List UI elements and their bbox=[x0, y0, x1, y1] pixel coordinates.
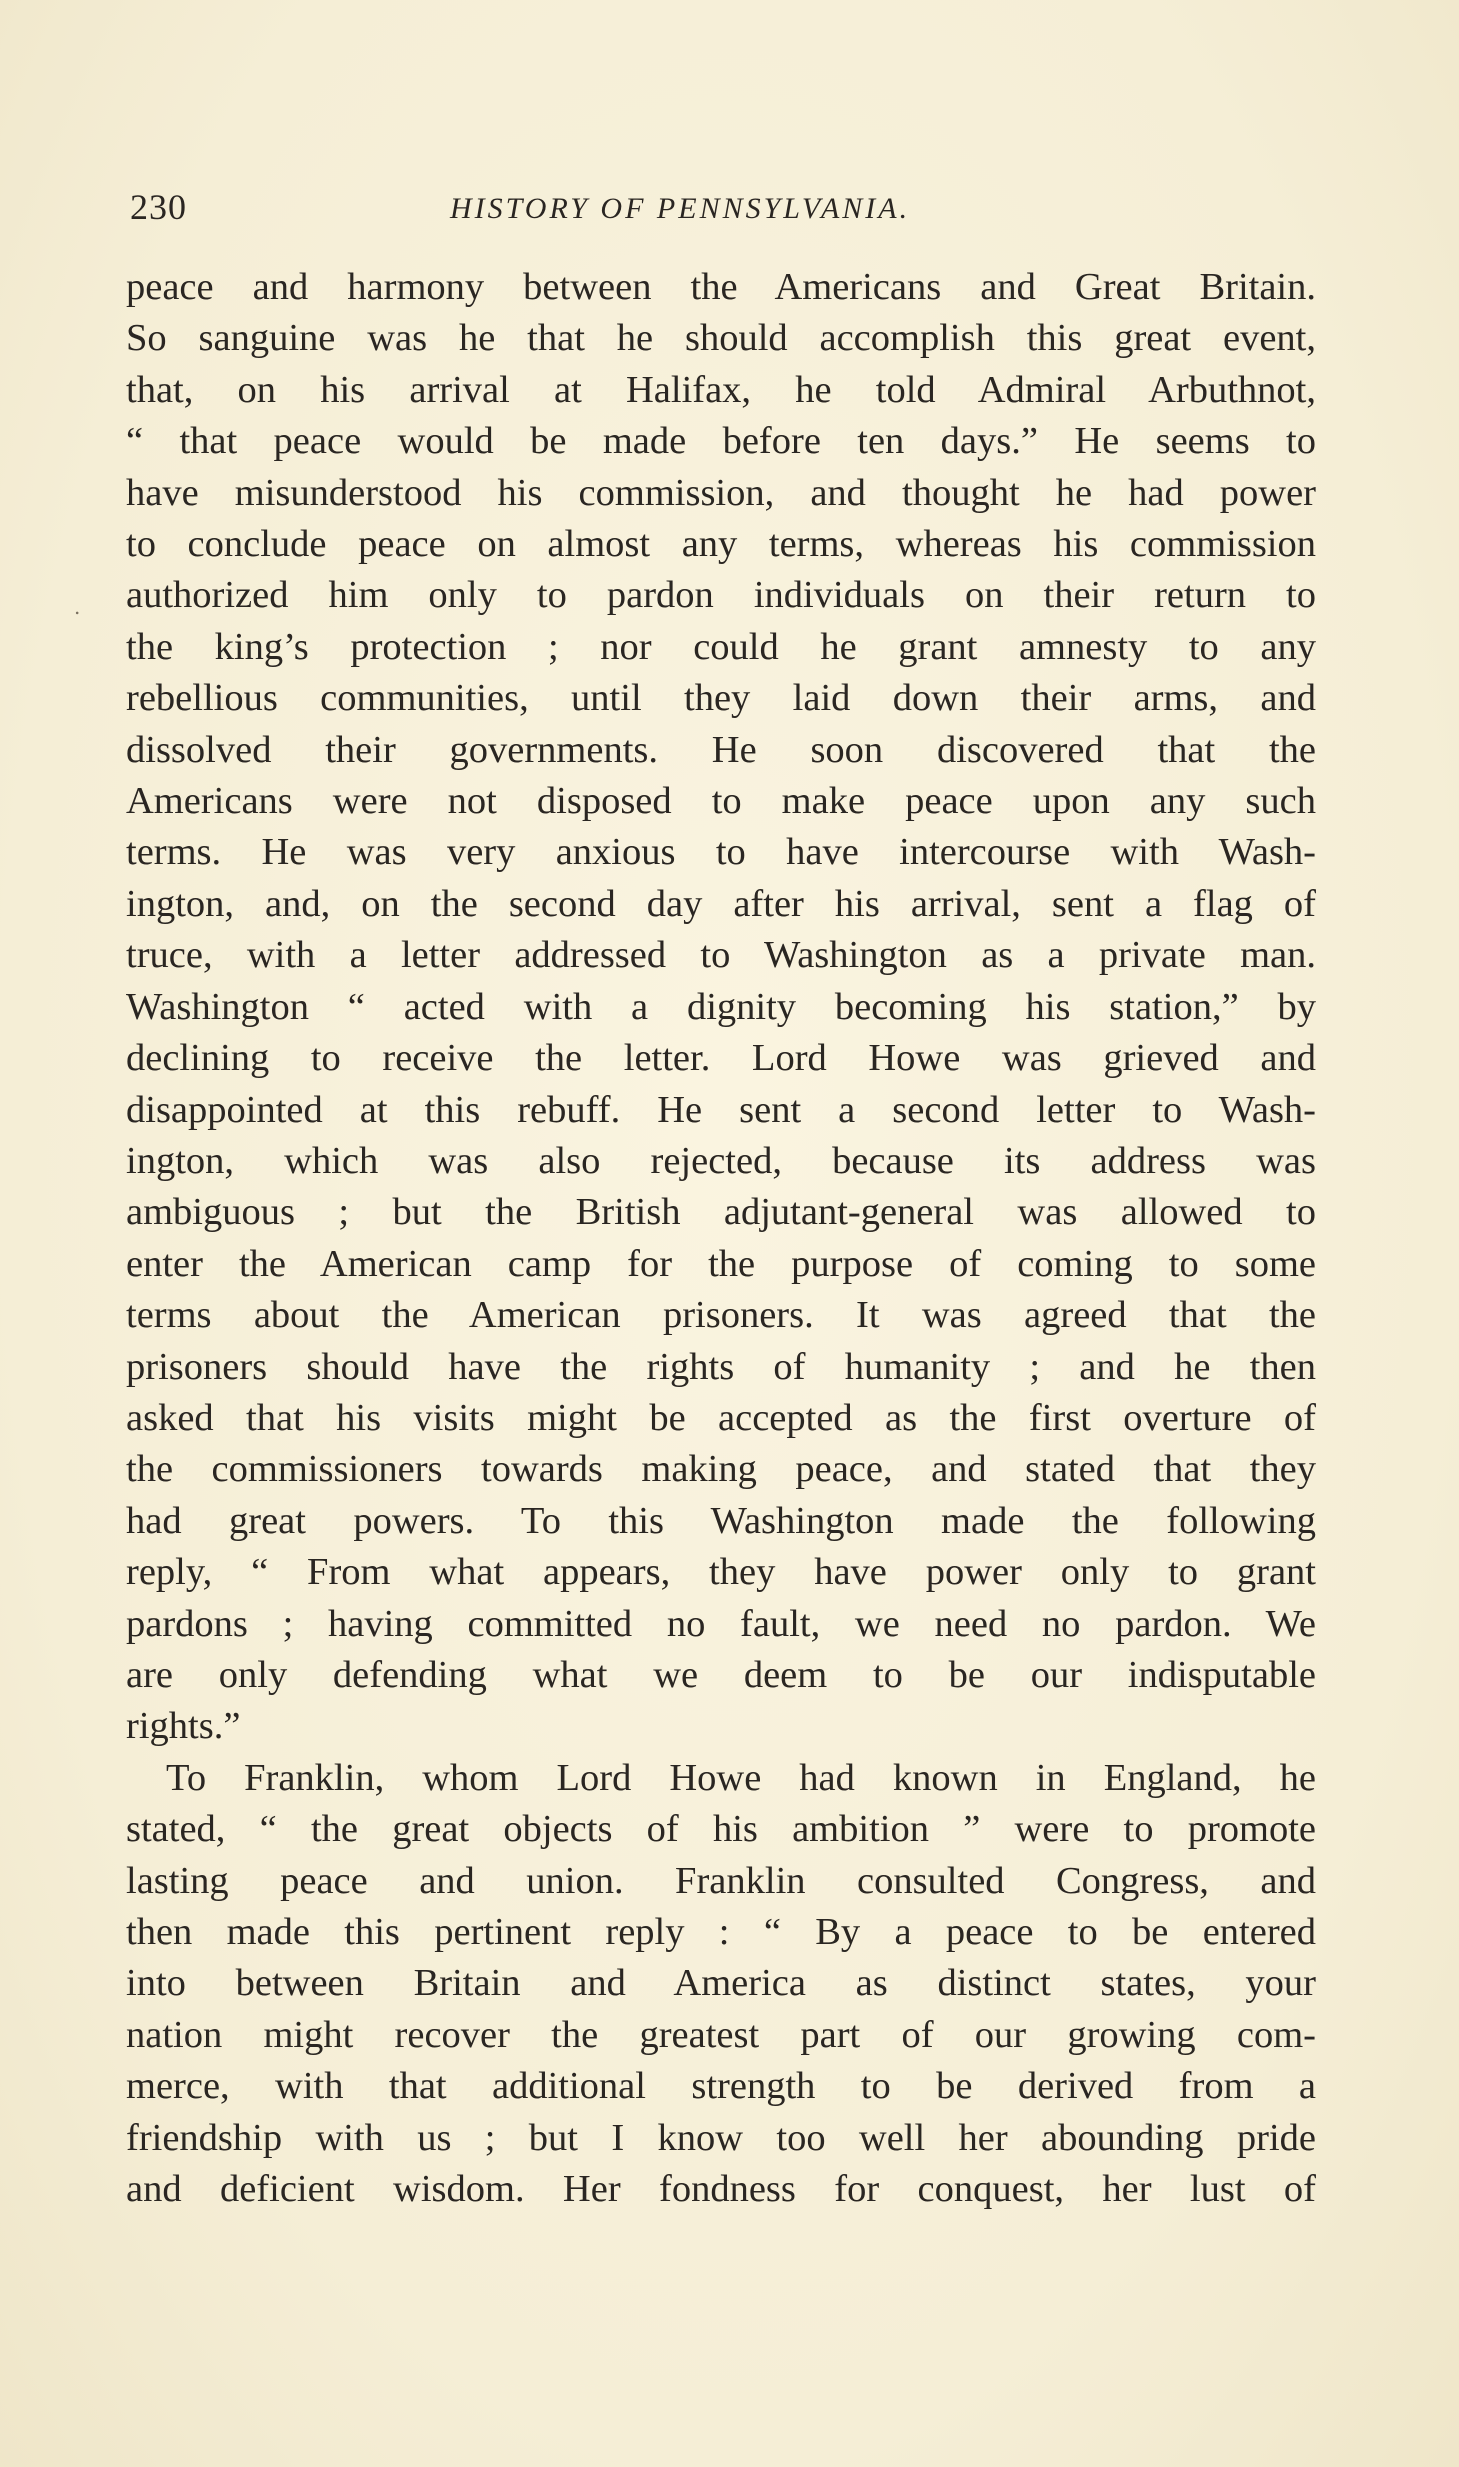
text-line: and deficient wisdom. Her fondness for conquest, her lust of bbox=[126, 2168, 1316, 2211]
text-line: the commissioners towards making peace, and stated that they bbox=[126, 1448, 1316, 1491]
text-line: asked that his visits might be accepted as the first overture of bbox=[126, 1396, 1316, 1439]
text-line: authorized him only to pardon individuals on their return to bbox=[126, 574, 1316, 617]
paragraph-1 bbox=[126, 262, 1316, 1753]
body-text bbox=[126, 262, 1316, 2215]
text-line: stated, “ the great objects of his ambition ” were to promote bbox=[126, 1808, 1316, 1851]
text-line: into between Britain and America as distinct states, your bbox=[126, 1962, 1316, 2005]
text-line: reply, “ From what appears, they have power only to grant bbox=[126, 1551, 1316, 1594]
paragraph-2 bbox=[126, 1753, 1316, 2216]
text-line: declining to receive the letter. Lord Howe was grieved and bbox=[126, 1037, 1316, 1080]
text-line: rights.” bbox=[126, 1705, 241, 1748]
text-line: the king’s protection ; nor could he grant amnesty to any bbox=[126, 625, 1316, 668]
text-line: have misunderstood his commission, and thought he had power bbox=[126, 471, 1316, 514]
text-line: merce, with that additional strength to be derived from a bbox=[126, 2065, 1316, 2108]
text-line: To Franklin, whom Lord Howe had known in England, he bbox=[166, 1756, 1316, 1799]
text-line: lasting peace and union. Franklin consulted Congress, and bbox=[126, 1859, 1316, 1902]
text-line: So sanguine was he that he should accomplish this great event, bbox=[126, 317, 1316, 360]
text-line: are only defending what we deem to be our indisputable bbox=[126, 1653, 1316, 1696]
text-line: to conclude peace on almost any terms, whereas his commission bbox=[126, 523, 1316, 566]
text-line: ington, and, on the second day after his arrival, sent a flag of bbox=[126, 882, 1316, 925]
text-line: “ that peace would be made before ten days.” He seems to bbox=[126, 420, 1316, 463]
text-line: pardons ; having committed no fault, we need no pardon. We bbox=[126, 1602, 1316, 1645]
text-line: ington, which was also rejected, because its address was bbox=[126, 1139, 1316, 1182]
text-line: then made this pertinent reply : “ By a peace to be entered bbox=[126, 1911, 1316, 1953]
running-head bbox=[130, 186, 1320, 236]
text-line: rebellious communities, until they laid down their arms, and bbox=[126, 677, 1316, 720]
text-line: ambiguous ; but the British adjutant-general was allowed to bbox=[126, 1191, 1316, 1234]
text-line: enter the American camp for the purpose of coming to some bbox=[126, 1242, 1316, 1285]
text-line: peace and harmony between the Americans and Great Britain. bbox=[126, 266, 1316, 308]
text-line: that, on his arrival at Halifax, he told Admiral Arbuthnot, bbox=[126, 368, 1316, 411]
text-line: Americans were not disposed to make peace upon any such bbox=[126, 780, 1316, 823]
page-number: 230 bbox=[130, 187, 187, 227]
text-line: terms about the American prisoners. It was agreed that the bbox=[126, 1294, 1316, 1337]
text-line: nation might recover the greatest part of our growing com- bbox=[126, 2013, 1316, 2056]
running-title: HISTORY OF PENNSYLVANIA. bbox=[450, 192, 911, 225]
text-line: had great powers. To this Washington made the following bbox=[126, 1499, 1316, 1542]
text-line: terms. He was very anxious to have intercourse with Wash- bbox=[126, 831, 1316, 874]
text-line: friendship with us ; but I know too well her abounding pride bbox=[126, 2116, 1316, 2159]
text-line: prisoners should have the rights of humanity ; and he then bbox=[126, 1345, 1316, 1388]
text-line: truce, with a letter addressed to Washington as a private man. bbox=[126, 934, 1316, 977]
text-line: Washington “ acted with a dignity becoming his station,” by bbox=[126, 985, 1316, 1028]
text-line: disappointed at this rebuff. He sent a second letter to Wash- bbox=[126, 1088, 1316, 1131]
text-line: dissolved their governments. He soon discovered that the bbox=[126, 728, 1316, 771]
margin-dot: . bbox=[74, 595, 81, 619]
